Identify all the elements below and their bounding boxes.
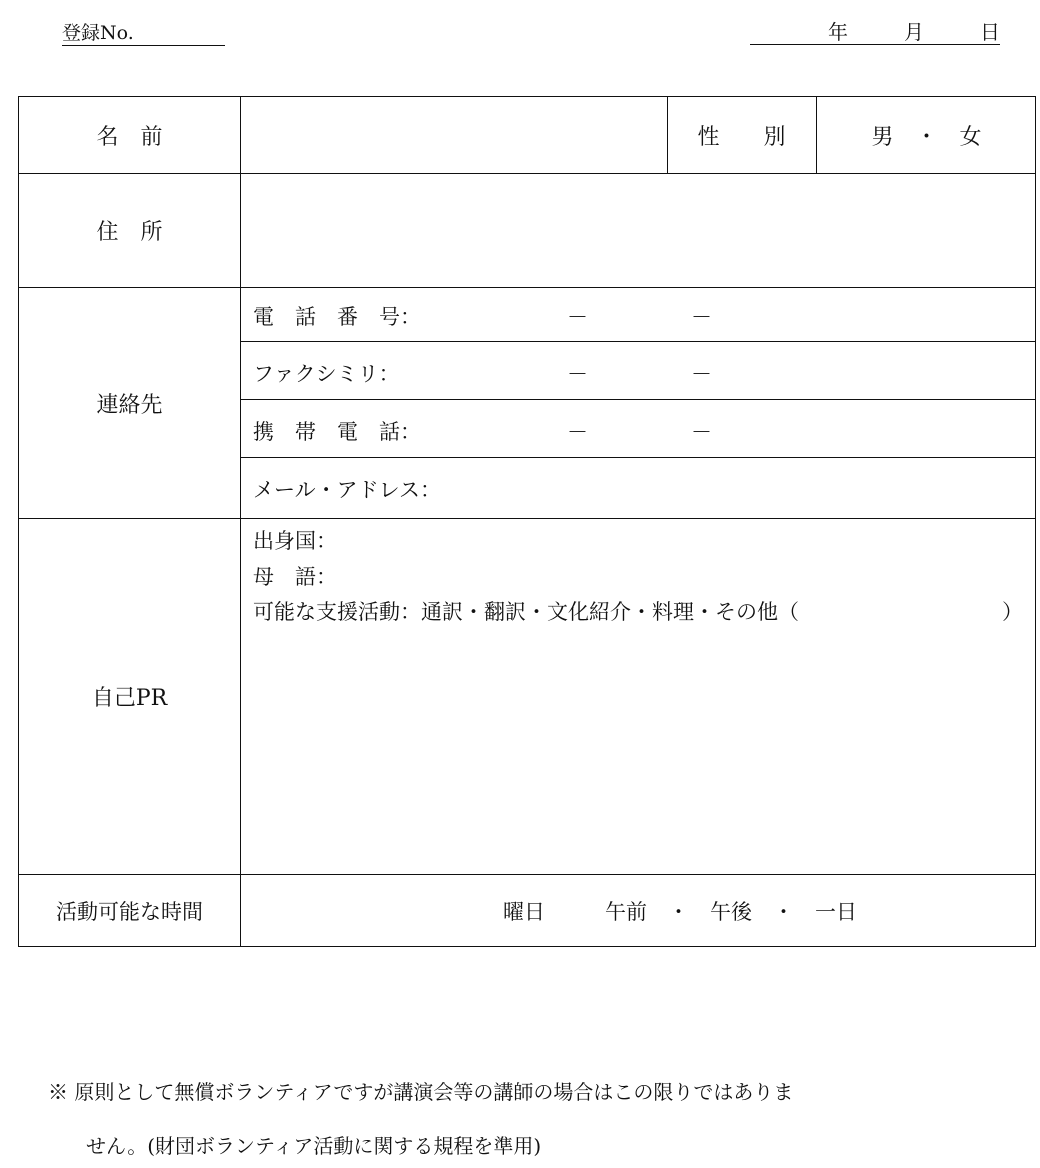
footer-note-line1: ※ 原則として無償ボランティアですが講演会等の講師の場合はこの限りではありま	[48, 1080, 794, 1104]
gender-options[interactable]: 男 ・ 女	[871, 124, 982, 150]
address-label: 住 所	[96, 220, 163, 245]
mobile-separator: －	[691, 420, 712, 444]
weekday-label: 曜日	[503, 900, 545, 924]
native-language-label: 母 語：	[253, 565, 337, 589]
gender-column-divider	[816, 97, 817, 173]
footer-note-line2: せん。(財団ボランティア活動に関する規程を準用)	[86, 1134, 542, 1158]
time-options[interactable]: 午前 ・ 午後 ・ 一日	[605, 900, 857, 924]
origin-country-label: 出身国：	[253, 529, 337, 553]
registration-number-field[interactable]	[62, 18, 225, 46]
name-label: 名 前	[96, 124, 163, 150]
phone-label: 電 話 番 号：	[253, 305, 421, 329]
date-day-label: 日	[980, 20, 1000, 44]
date-month-label: 月	[904, 20, 924, 44]
date-year-label: 年	[828, 20, 848, 44]
support-activities-close: ）	[1002, 600, 1023, 624]
registration-number-label: 登録No.	[62, 22, 134, 44]
contact-subrow-divider	[240, 457, 1035, 458]
mobile-label: 携 帯 電 話：	[253, 420, 421, 444]
email-label: メール・アドレス：	[253, 478, 441, 502]
mobile-separator: －	[567, 420, 588, 444]
date-field[interactable]	[750, 14, 1000, 45]
registration-form-table	[18, 96, 1036, 947]
fax-label: ファクシミリ：	[253, 362, 400, 386]
phone-separator: －	[567, 305, 588, 329]
available-time-label: 活動可能な時間	[56, 899, 203, 924]
address-field[interactable]	[242, 176, 1032, 285]
fax-separator: －	[691, 362, 712, 386]
self-pr-label: 自己PR	[91, 686, 168, 711]
phone-separator: －	[691, 305, 712, 329]
support-activities-options[interactable]: 可能な支援活動：通訳・翻訳・文化紹介・料理・その他（	[253, 600, 799, 624]
contact-label: 連絡先	[96, 392, 163, 418]
contact-subrow-divider	[240, 399, 1035, 400]
label-column-divider	[240, 97, 241, 946]
contact-subrow-divider	[240, 341, 1035, 342]
gender-label: 性 別	[697, 124, 786, 150]
name-field[interactable]	[242, 99, 665, 171]
fax-separator: －	[567, 362, 588, 386]
